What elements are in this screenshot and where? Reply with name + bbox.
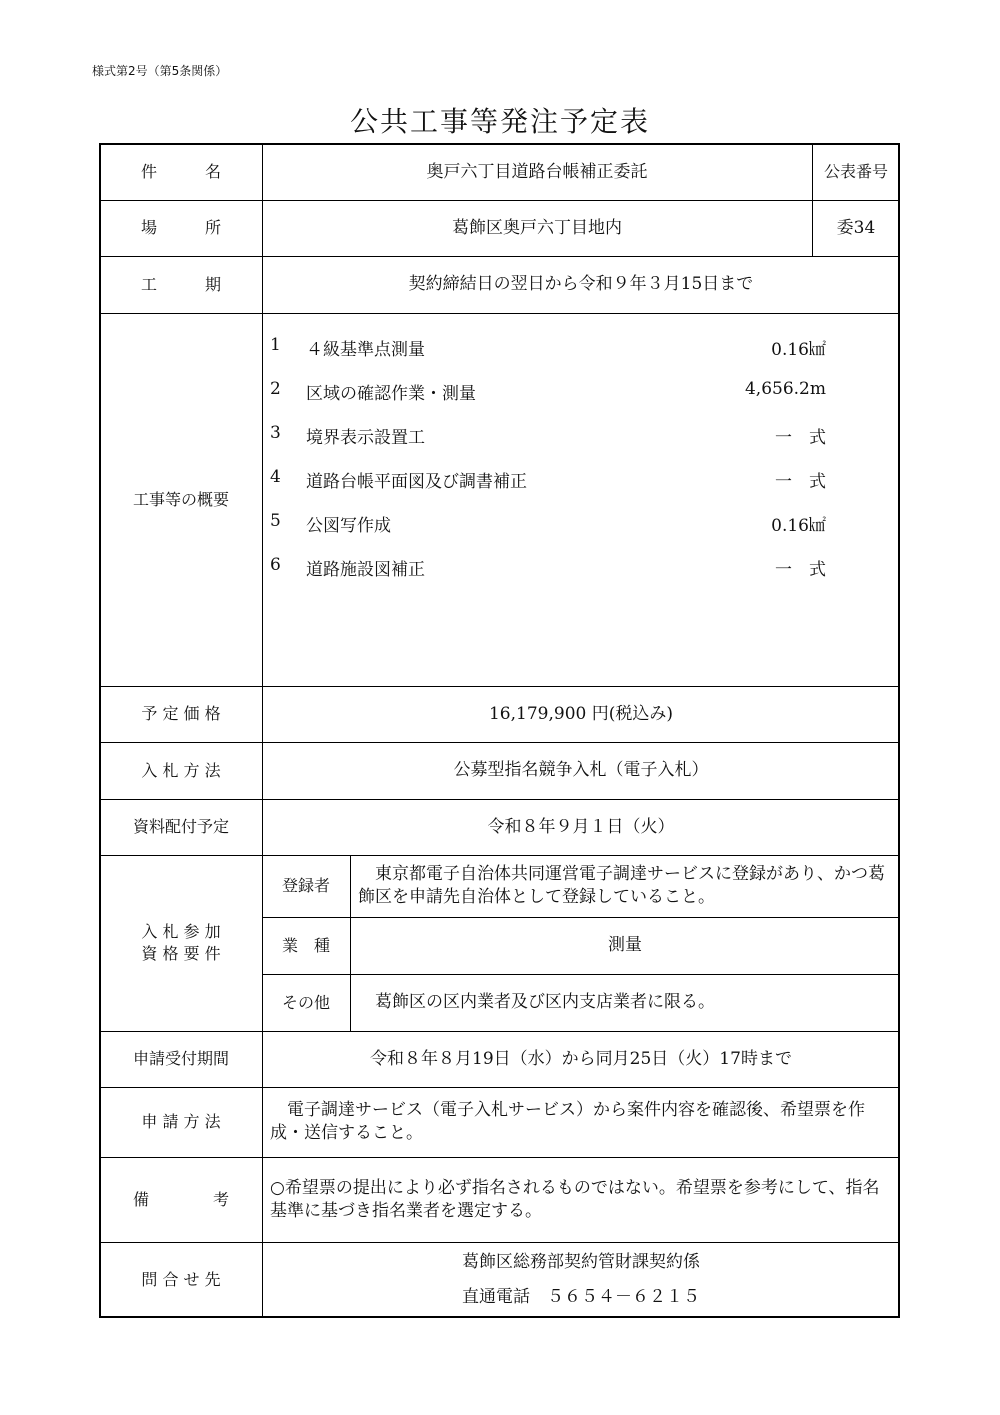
value-contact [262, 1242, 900, 1317]
label-document-distribution: 資料配付予定 [132, 817, 229, 837]
label-contact: 問 合 せ 先 [141, 1269, 221, 1289]
value-remarks: ○希望票の提出により必ず指名されるものではない。希望票を参考にして、指名基準に基づき指名業者を選定する。 [270, 1177, 880, 1221]
work-item-amount: 一 式 [775, 428, 826, 448]
contact-department: 葛飾区総務部契約管財課契約係 [462, 1251, 700, 1272]
label-name: 件 名 [140, 162, 221, 182]
contact-phone: 直通電話 ５６５４－６２１５ [462, 1286, 700, 1307]
value-period: 契約締結日の翌日から令和９年３月15日まで [408, 274, 754, 295]
page-title: 公共工事等発注予定表 [349, 105, 650, 138]
value-place: 葛飾区奥戸六丁目地内 [452, 217, 622, 238]
label-qualification-line1: 入 札 参 加 [141, 922, 221, 942]
label-application-period: 申請受付期間 [132, 1049, 229, 1069]
value-registrant: 東京都電子自治体共同運営電子調達サービスに登録があり、かつ葛飾区を申請先自治体として登録していること。 [358, 864, 885, 907]
work-item-text: 道路施設図補正 [306, 560, 425, 580]
work-item [270, 379, 826, 404]
work-item-amount: 一 式 [775, 560, 826, 580]
work-item-amount: 0.16㎢ [771, 516, 826, 536]
label-bid-method: 入 札 方 法 [141, 760, 221, 780]
label-qualification-line2: 資 格 要 件 [141, 944, 221, 963]
value-document-distribution: 令和８年９月１日（火） [487, 816, 675, 837]
work-item-number: 1 [270, 335, 281, 355]
label-remarks: 備 考 [132, 1189, 229, 1209]
work-item-number: 6 [270, 555, 281, 575]
value-industry: 測量 [608, 935, 642, 956]
work-item-number: 4 [270, 467, 281, 487]
value-name: 奥戸六丁目道路台帳補正委託 [426, 161, 648, 182]
work-item-amount: 4,656.2m [744, 379, 826, 399]
work-item-amount: 一 式 [775, 472, 826, 492]
label-other: その他 [281, 992, 330, 1012]
work-item-text: 道路台帳平面図及び調書補正 [306, 472, 527, 492]
work-item-text: 境界表示設置工 [306, 428, 425, 448]
work-item-number: 3 [270, 423, 281, 443]
label-place: 場 所 [140, 218, 221, 238]
work-item [270, 423, 826, 448]
value-other: 葛飾区の区内業者及び区内支店業者に限る。 [358, 992, 715, 1013]
work-item [270, 467, 826, 492]
work-item-amount: 0.16㎢ [771, 340, 826, 360]
work-item-text: 区域の確認作業・測量 [306, 384, 476, 404]
value-publication-number: 委34 [836, 217, 876, 238]
value-price: 16,179,900 円(税込み) [488, 703, 673, 724]
work-item [270, 555, 826, 580]
label-application-method: 申 請 方 法 [141, 1112, 221, 1132]
work-item-number: 5 [270, 511, 281, 531]
label-summary: 工事等の概要 [132, 489, 229, 509]
label-price: 予 定 価 格 [141, 704, 221, 724]
work-item-number: 2 [270, 379, 281, 399]
work-item-text: ４級基準点測量 [306, 340, 425, 360]
label-registrant: 登録者 [281, 876, 330, 896]
value-application-method: 電子調達サービス（電子入札サービス）から案件内容を確認後、希望票を作成・送信すること。 [270, 1100, 865, 1143]
value-bid-method: 公募型指名競争入札（電子入札） [453, 760, 709, 781]
form-number: 様式第2号（第5条関係） [92, 64, 228, 78]
label-period: 工 期 [140, 274, 221, 294]
label-industry: 業 種 [281, 935, 330, 955]
label-publication-number: 公表番号 [823, 162, 888, 182]
work-item-text: 公図写作成 [306, 516, 391, 536]
value-application-period: 令和８年８月19日（水）から同月25日（火）17時まで [370, 1048, 792, 1069]
label-qualification [100, 855, 262, 1031]
work-item [270, 335, 826, 360]
work-item [270, 511, 826, 536]
